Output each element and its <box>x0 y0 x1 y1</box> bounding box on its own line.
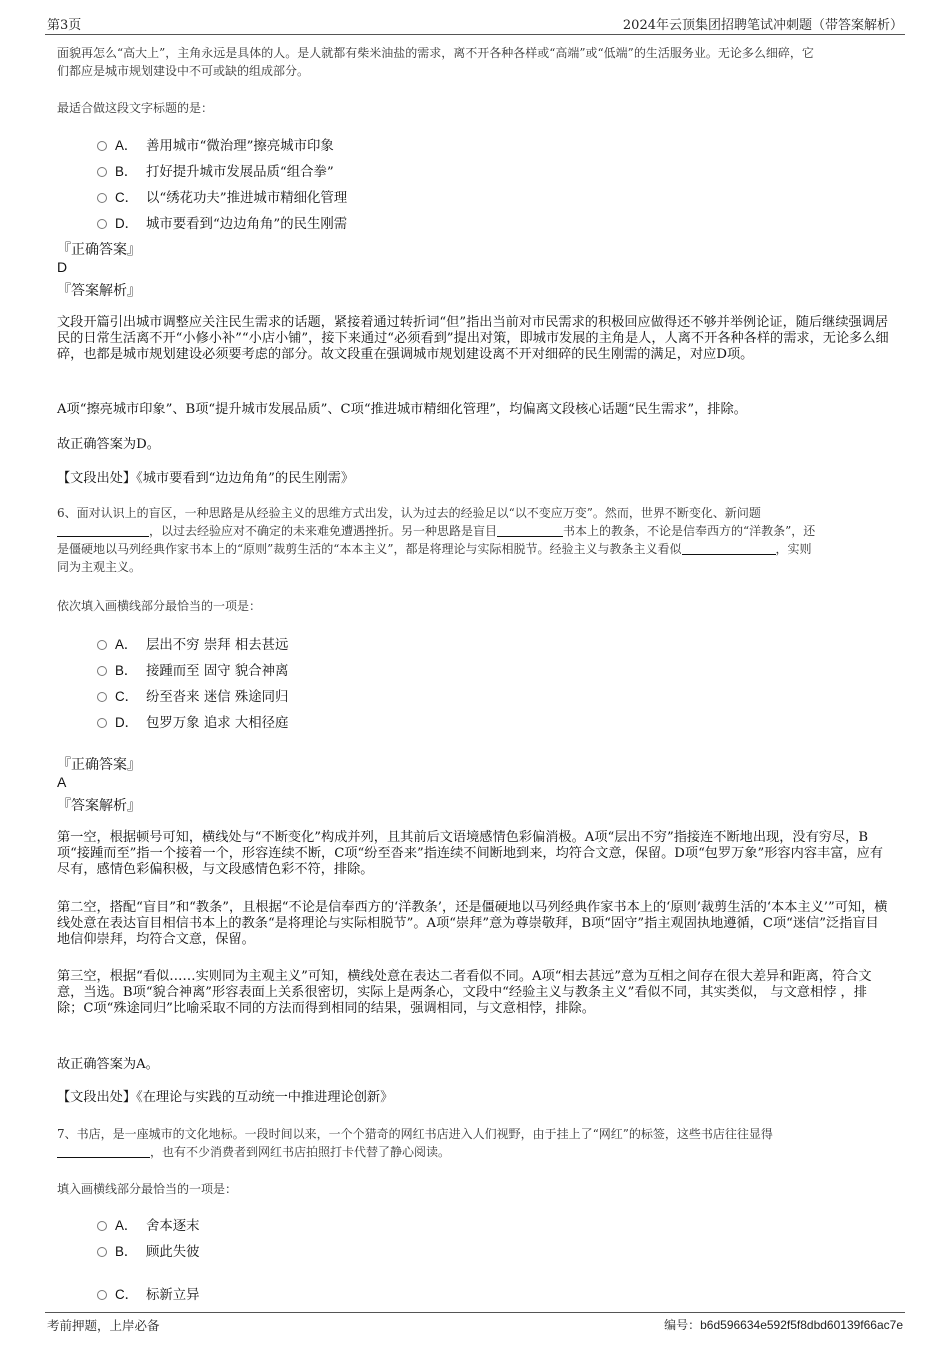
fill-blank <box>497 524 563 537</box>
q6-analysis-1: 第一空，根据顿号可知，横线处与“不断变化”构成并列，且其前后文语境感情色彩偏消极。A项“层出不穷”指接连不断地出现，没有穷尽，B项“接踵而至”指一个接着一个，形容连续不断，C项“纷至沓来”指连续不间断地到来，均符合文意，保留。D项“包罗万象”形容内容丰富，应有尽有，感情色彩偏积极，与文段感情色彩不符，排除。 <box>57 830 883 877</box>
stem-text: 书本上的教条，不论是信奉西方的“洋教条”，还 <box>563 524 816 538</box>
radio-icon[interactable] <box>97 167 107 177</box>
stem-text: 7、书店，是一座城市的文化地标。一段时间以来，一个个猎奇的网红书店进入人们视野，由于挂上了“网红”的标签，这些书店往往显得 <box>57 1127 773 1141</box>
q7-option-a[interactable] <box>97 1215 200 1234</box>
q6-option-b[interactable] <box>97 660 288 679</box>
q5-option-b[interactable] <box>97 161 334 180</box>
q5-source: 【文段出处】《城市要看到“边边角角”的民生刚需》 <box>57 471 355 486</box>
q6-answer-label: 『正确答案』 <box>57 757 141 773</box>
q6-stem <box>57 504 907 576</box>
q6-analysis-2: 第二空，搭配“盲目”和“教条”，且根据“不论是信奉西方的‘洋教条’，还是僵硬地以马列经典作家书本上的‘原则’裁剪生活的‘本本主义’”可知，横线处意在表达盲目相信书本上的教条“是将理论与实际相脱节”。A项“崇拜”意为尊崇敬拜，B项“固守”指主观固执地遵循，C项“迷信”泛指盲目地信仰崇拜，均符合文意，保留。 <box>57 900 888 947</box>
q7-option-b[interactable] <box>97 1241 200 1260</box>
stem-text: ，实则 <box>775 542 812 556</box>
page-footer <box>45 1312 905 1335</box>
option-text: 打好提升城市发展品质“组合拳” <box>146 165 334 180</box>
option-letter: C． <box>115 1287 139 1302</box>
option-letter: B． <box>115 164 138 179</box>
q5-option-d[interactable] <box>97 213 347 232</box>
passage-line: 们都应是城市规划建设中不可或缺的组成部分。 <box>57 64 310 78</box>
option-letter: A． <box>115 637 138 652</box>
option-text: 标新立异 <box>146 1288 200 1303</box>
option-letter: A． <box>115 138 138 153</box>
option-letter: D． <box>115 715 139 730</box>
q6-answer: A <box>57 774 67 790</box>
radio-icon[interactable] <box>97 1247 107 1257</box>
q6-analysis-4: 故正确答案为A。 <box>57 1057 159 1072</box>
stem-text: 同为主观主义。 <box>57 560 142 574</box>
q6-source: 【文段出处】《在理论与实践的互动统一中推进理论创新》 <box>57 1090 394 1105</box>
page-number: 第3页 <box>47 18 82 33</box>
option-text: 城市要看到“边边角角”的民生刚需 <box>146 217 348 232</box>
q7-option-c[interactable] <box>97 1284 200 1303</box>
q7-prompt: 填入画横线部分最恰当的一项是： <box>57 1182 238 1196</box>
option-text: 纷至沓来 迷信 殊途同归 <box>146 690 289 705</box>
radio-icon[interactable] <box>97 640 107 650</box>
q5-option-c[interactable] <box>97 187 347 206</box>
radio-icon[interactable] <box>97 666 107 676</box>
q5-answer-label: 『正确答案』 <box>57 242 141 258</box>
footer-slogan: 考前押题，上岸必备 <box>47 1318 160 1333</box>
option-letter: C． <box>115 190 139 205</box>
q6-prompt: 依次填入画横线部分最恰当的一项是： <box>57 599 262 613</box>
option-text: 层出不穷 崇拜 相去甚远 <box>146 638 289 653</box>
q5-analysis-2: A项“擦亮城市印象”、B项“提升城市发展品质”、C项“推进城市精细化管理”，均偏离文段核心话题“民生需求”，排除。 <box>57 402 747 417</box>
radio-icon[interactable] <box>97 718 107 728</box>
page-header <box>45 14 905 35</box>
stem-text: ，也有不少消费者到网红书店拍照打卡代替了静心阅读。 <box>150 1145 451 1159</box>
stem-text: 是僵硬地以马列经典作家书本上的“原则”裁剪生活的“本本主义”，都是将理论与实际相脱节。经验主义与教条主义看似 <box>57 542 682 556</box>
document-title: 2024年云顶集团招聘笔试冲刺题（带答案解析） <box>622 18 903 33</box>
q6-option-c[interactable] <box>97 686 288 705</box>
radio-icon[interactable] <box>97 1221 107 1231</box>
fill-blank <box>682 542 776 555</box>
q5-option-a[interactable] <box>97 135 334 154</box>
q5-passage-tail <box>57 44 907 80</box>
option-letter: D． <box>115 216 139 231</box>
q6-option-d[interactable] <box>97 712 288 731</box>
q5-analysis-3: 故正确答案为D。 <box>57 437 160 452</box>
q5-answer: D <box>57 259 68 275</box>
passage-line: 面貌再怎么“高大上”，主角永远是具体的人。是人就都有柴米油盐的需求，离不开各种各样或“高端”或“低端”的生活服务业。无论多么细碎，它 <box>57 46 814 60</box>
option-text: 舍本逐末 <box>146 1219 200 1234</box>
document-code <box>664 1316 903 1333</box>
q7-stem <box>57 1125 907 1161</box>
option-letter: B． <box>115 1244 138 1259</box>
q6-analysis-label: 『答案解析』 <box>57 798 141 814</box>
q5-prompt: 最适合做这段文字标题的是： <box>57 101 214 115</box>
q5-analysis-label: 『答案解析』 <box>57 283 141 299</box>
radio-icon[interactable] <box>97 141 107 151</box>
radio-icon[interactable] <box>97 692 107 702</box>
stem-text: 6、面对认识上的盲区，一种思路是从经验主义的思维方式出发，认为过去的经验足以“以不变应万变”。然而，世界不断变化、新问题 <box>57 506 761 520</box>
option-text: 以“绣花功夫”推进城市精细化管理 <box>146 191 348 206</box>
q6-option-a[interactable] <box>97 634 288 653</box>
option-text: 接踵而至 固守 貌合神离 <box>146 664 289 679</box>
option-letter: A． <box>115 1218 138 1233</box>
option-text: 善用城市“微治理”擦亮城市印象 <box>146 139 334 154</box>
option-letter: C． <box>115 689 139 704</box>
radio-icon[interactable] <box>97 219 107 229</box>
code-value: b6d596634e592f5f8dbd60139f66ac7e <box>700 1318 903 1332</box>
option-letter: B． <box>115 663 138 678</box>
option-text: 顾此失彼 <box>146 1245 200 1260</box>
option-text: 包罗万象 追求 大相径庭 <box>146 716 289 731</box>
q6-analysis-3: 第三空，根据“看似……实则同为主观主义”可知，横线处意在表达二者看似不同。A项“相去甚远”意为互相之间存在很大差异和距离，符合文意，当选。B项“貌合神离”形容表面上关系很密切，实际上是两条心，文段中“经验主义与教条主义”看似不同，其实类似， 与文意相悖 ，排除；C项“殊途同归”比喻采取不同的方法而得到相同的结果，强调相同，与文意相悖，排除。 <box>57 969 872 1016</box>
fill-blank <box>57 524 149 537</box>
fill-blank <box>57 1145 150 1158</box>
code-label: 编号： <box>664 1318 701 1332</box>
q5-analysis-1: 文段开篇引出城市调整应关注民生需求的话题，紧接着通过转折词“但”指出当前对市民需求的积极回应做得还不够并举例论证，随后继续强调居民的日常生活离不开“小修小补”“小店小铺”，接下来通过“必须看到”提出对策，即城市发展的主角是人，人离不开各种各样的需求，无论多么细碎，也都是城市规划建设必须要考虑的部分。故文段重在强调城市规划建设离不开对细碎的民生刚需的满足，对应D项。 <box>57 315 889 362</box>
radio-icon[interactable] <box>97 193 107 203</box>
radio-icon[interactable] <box>97 1290 107 1300</box>
stem-text: ，以过去经验应对不确定的未来难免遭遇挫折。另一种思路是盲目 <box>149 524 498 538</box>
